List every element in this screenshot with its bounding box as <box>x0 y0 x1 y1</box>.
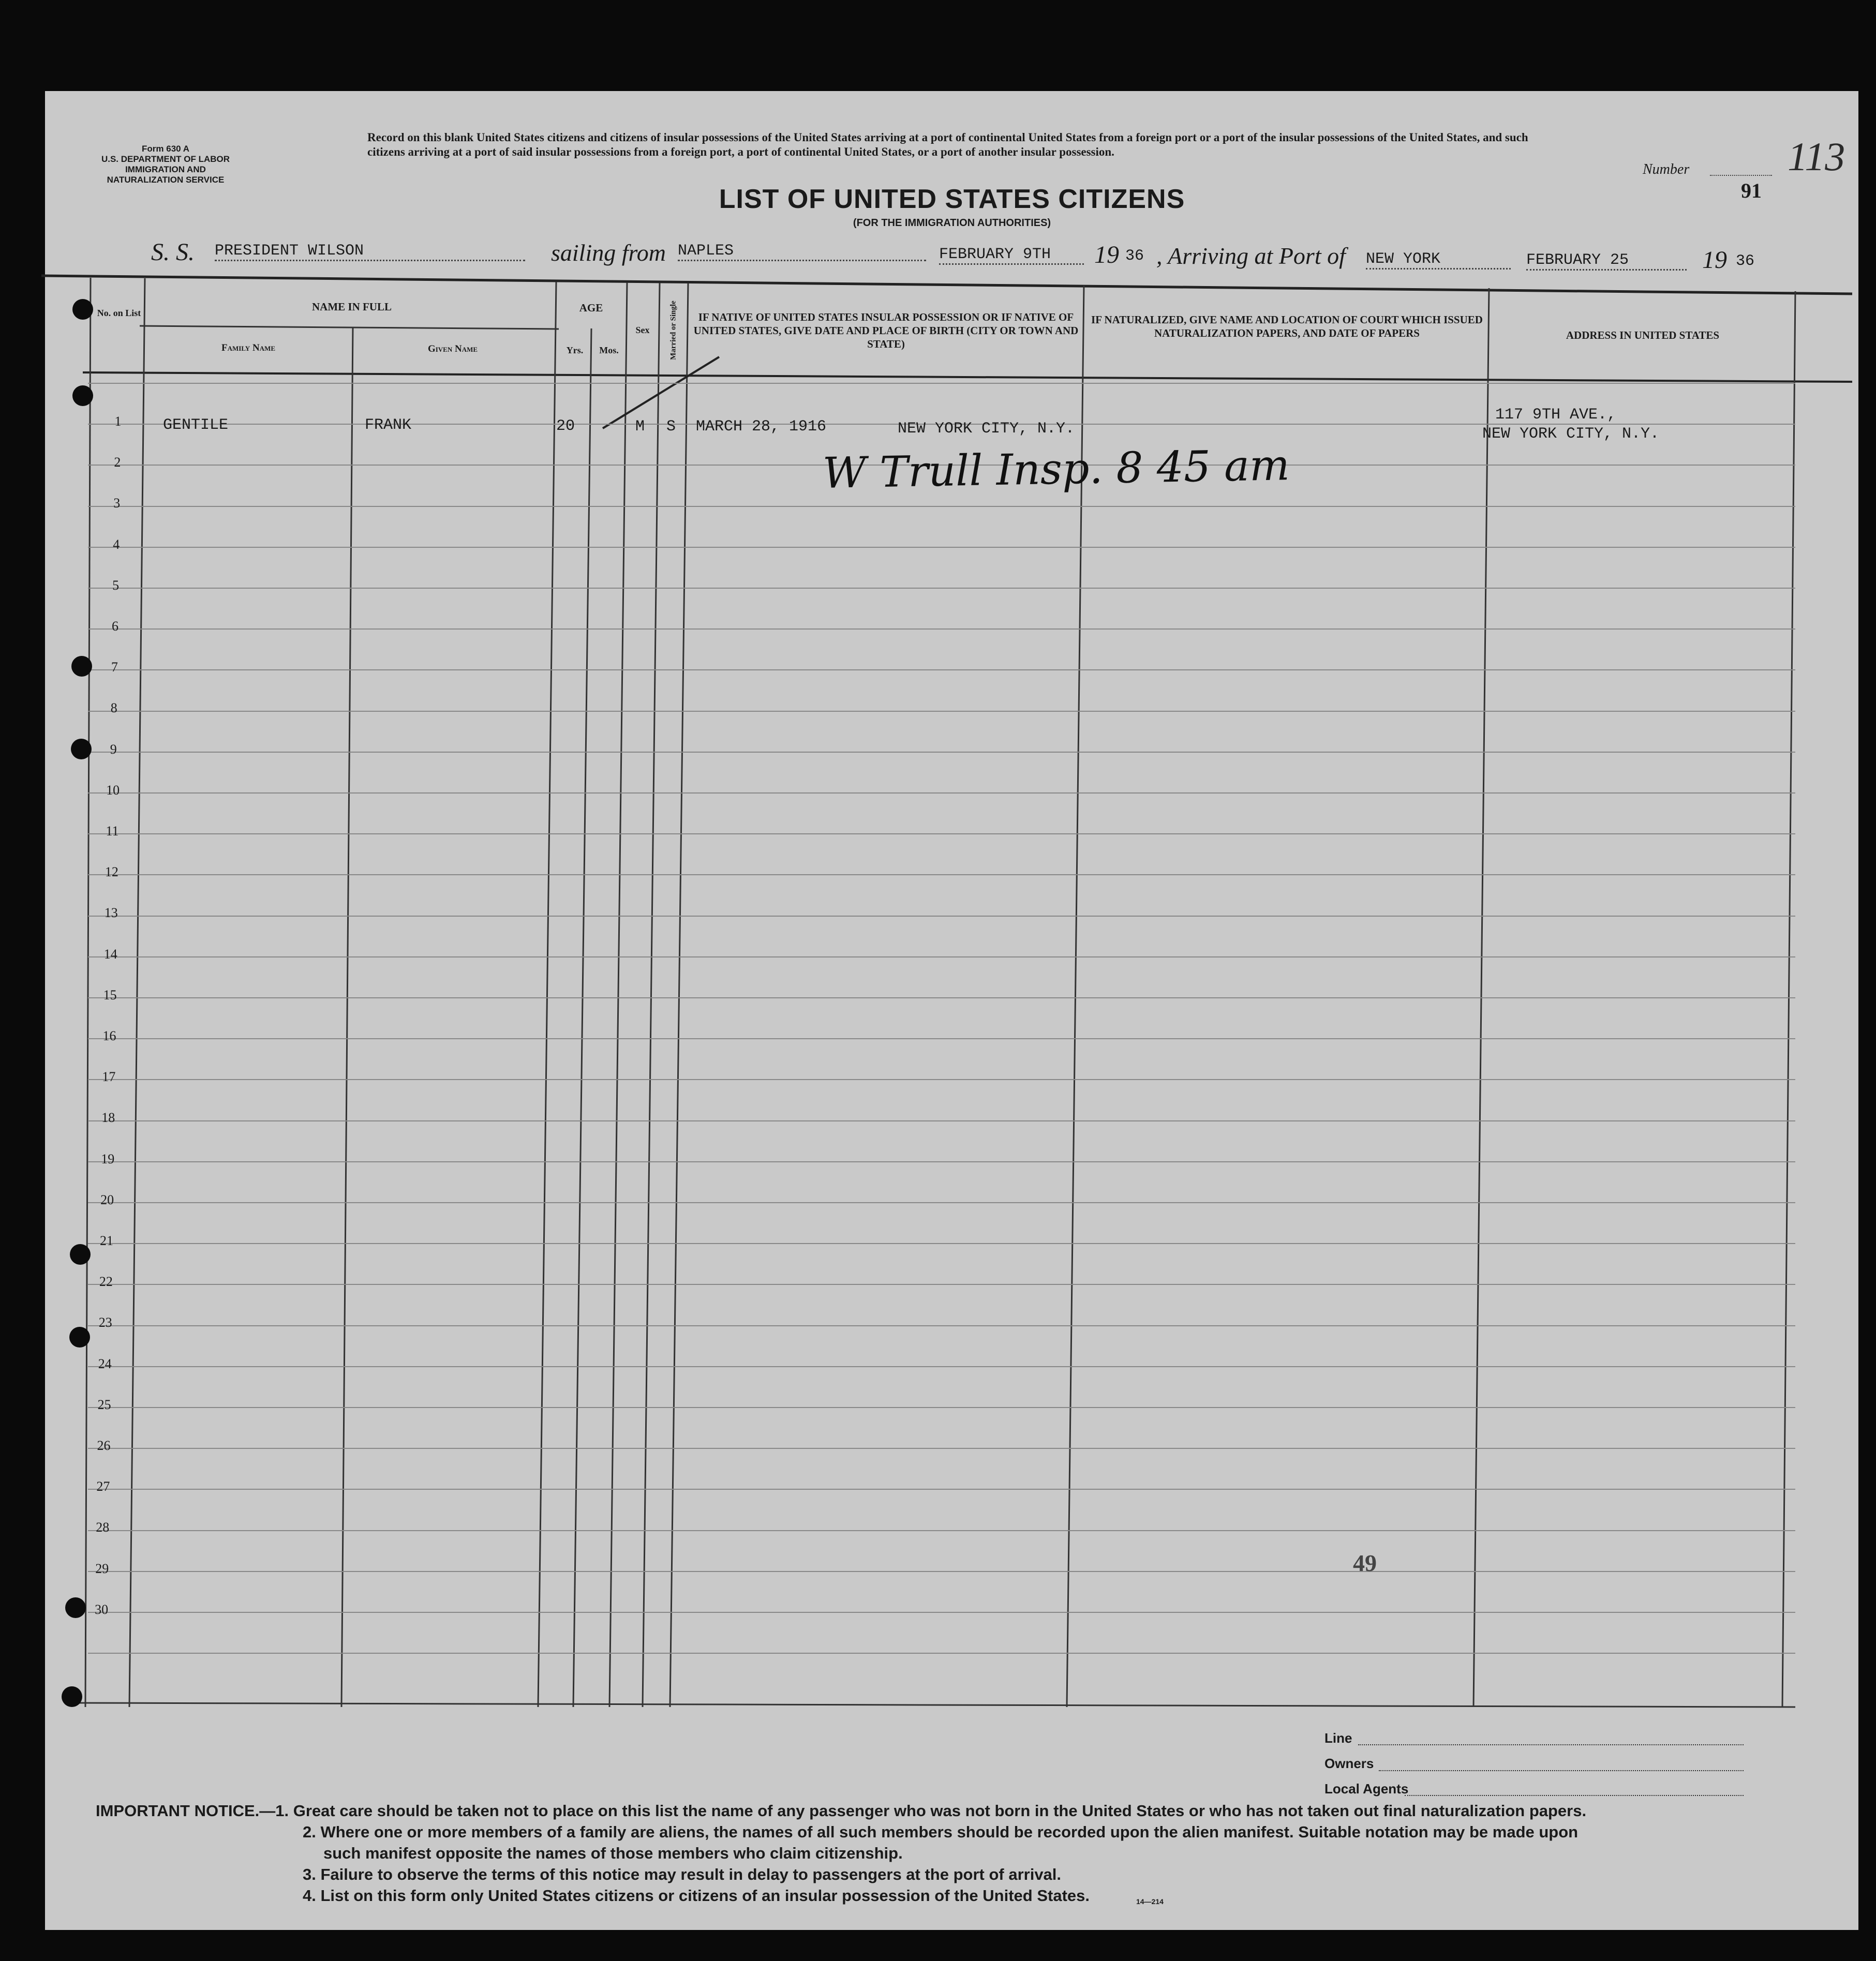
instructions-text: Record on this blank United States citizens and citizens of insular possessions of the United States arriving at a port of continental United States from a foreign port or a port of the insular possessions of the United States, and such citizens arriving at a port of said insular possessions from a foreign port, a port of continental United States, or a port of another insular possession. <box>367 131 1528 158</box>
arrival-date: FEBRUARY 25 <box>1526 251 1687 271</box>
header-age: AGE <box>579 302 603 314</box>
row-number: 7 <box>111 660 118 675</box>
binder-hole <box>69 1327 90 1348</box>
ruled-line <box>88 752 1795 753</box>
ruled-line <box>88 1530 1795 1531</box>
handwritten-number: 113 <box>1788 134 1845 179</box>
page-stamp: 49 <box>1353 1550 1377 1576</box>
departure-year-prefix: 19 <box>1094 241 1119 268</box>
entry-birth-date: MARCH 28, 1916 <box>696 418 827 436</box>
departure-year: 36 <box>1125 247 1144 265</box>
binder-hole <box>72 385 93 406</box>
sailing-from-label: sailing from <box>551 239 666 266</box>
line-label: Line <box>1324 1730 1352 1746</box>
row-number: 23 <box>98 1315 112 1330</box>
ruled-line <box>88 956 1795 957</box>
ruled-line <box>88 997 1795 998</box>
ruled-line <box>88 1038 1795 1039</box>
entry-marital-status: S <box>666 418 676 436</box>
header-yrs: Yrs. <box>566 345 584 355</box>
ruled-line <box>88 588 1795 589</box>
ruled-line <box>88 916 1795 917</box>
departure-port: NAPLES <box>678 242 926 261</box>
arriving-label: , Arriving at Port of <box>1156 243 1346 269</box>
notice-item-1: 1. Great care should be taken not to place on this list the name of any passenger who was not born in the United States or who has not taken out final naturalization papers. <box>275 1802 1587 1820</box>
row-number: 9 <box>110 742 117 757</box>
row-number: 15 <box>103 987 117 1002</box>
row-number: 5 <box>112 578 120 593</box>
row-number: 12 <box>105 864 118 879</box>
inspector-signature: W Trull Insp. 8 45 am <box>822 441 1290 498</box>
row-number: 17 <box>102 1069 116 1084</box>
entry-birth-place: NEW YORK CITY, N.Y. <box>898 420 1075 438</box>
ruled-line <box>88 1161 1795 1162</box>
ruled-line <box>88 711 1795 712</box>
ruled-line <box>88 1079 1795 1080</box>
ruled-line <box>88 1243 1795 1244</box>
row-number: 2 <box>114 455 121 470</box>
ruled-line <box>88 1448 1795 1449</box>
row-number: 30 <box>95 1602 109 1617</box>
print-code: 14—214 <box>1136 1897 1164 1906</box>
binder-hole <box>70 1244 91 1265</box>
entry-address-line-1: 117 9TH AVE., <box>1495 406 1617 424</box>
ruled-line <box>88 833 1795 834</box>
arrival-year: 36 <box>1736 252 1755 270</box>
service-line-1: IMMIGRATION AND <box>125 164 206 174</box>
row-number: 18 <box>101 1110 115 1125</box>
row-number: 24 <box>98 1356 112 1371</box>
entry-age-years: 20 <box>556 417 575 435</box>
binder-hole <box>65 1597 86 1618</box>
row-number: 20 <box>100 1192 114 1207</box>
notice-item-2a: 2. Where one or more members of a family are aliens, the names of all such members should be recorded upon the alien manifest. Suitable notation may be made upon <box>303 1823 1579 1841</box>
row-number: 28 <box>96 1520 110 1535</box>
owners-label: Owners <box>1324 1756 1374 1771</box>
important-notice <box>96 1800 1803 1912</box>
row-number: 26 <box>97 1438 111 1453</box>
row-number: 22 <box>99 1274 113 1289</box>
arrival-port: NEW YORK <box>1366 250 1511 270</box>
row-number: 4 <box>113 537 120 552</box>
ruled-line <box>88 1571 1795 1572</box>
stamped-number: 91 <box>1741 179 1762 202</box>
ruled-line <box>88 547 1795 548</box>
header-married-single: Married or Single <box>669 301 678 360</box>
form-number: Form 630 A <box>142 144 189 154</box>
number-label: Number <box>1643 161 1690 177</box>
header-address: ADDRESS IN UNITED STATES <box>1566 329 1720 341</box>
binder-hole <box>72 299 93 320</box>
row-number: 14 <box>103 947 117 962</box>
page-subtitle: (FOR THE IMMIGRATION AUTHORITIES) <box>853 217 1051 229</box>
entry-sex: M <box>635 418 645 436</box>
header-naturalized: IF NATURALIZED, GIVE NAME AND LOCATION OF COURT WHICH ISSUED NATURALIZATION PAPERS, AND DATE OF PAPERS <box>1091 313 1483 339</box>
departure-date: FEBRUARY 9TH <box>939 246 1084 265</box>
entry-address-line-2: NEW YORK CITY, N.Y. <box>1482 425 1660 443</box>
row-number: 13 <box>104 905 118 920</box>
line-field <box>1358 1744 1744 1745</box>
ruled-line <box>88 1653 1795 1654</box>
ruled-line <box>88 1202 1795 1203</box>
header-native: IF NATIVE OF UNITED STATES INSULAR POSSESSION OR IF NATIVE OF UNITED STATES, GIVE DATE AND PLACE OF BIRTH (CITY OR TOWN AND STATE) <box>693 311 1079 350</box>
row-number: 27 <box>96 1479 110 1494</box>
ruled-line <box>88 874 1795 875</box>
notice-item-4: 4. List on this form only United States citizens or citizens of an insular possession of the United States. <box>303 1887 1090 1905</box>
row-number: 8 <box>110 700 117 715</box>
local-agents-label: Local Agents <box>1324 1781 1409 1797</box>
arrival-year-prefix: 19 <box>1702 246 1727 274</box>
row-number: 29 <box>95 1561 109 1576</box>
entry-given-name: FRANK <box>365 416 412 434</box>
ruled-line <box>88 792 1795 794</box>
ruled-line <box>88 669 1795 670</box>
notice-heading: IMPORTANT NOTICE.— <box>96 1802 276 1820</box>
header-mos: Mos. <box>599 345 619 355</box>
binder-hole <box>71 739 92 759</box>
ruled-line <box>88 1407 1795 1408</box>
notice-item-2b: such manifest opposite the names of those members who claim citizenship. <box>323 1844 903 1862</box>
ruled-line <box>88 1612 1795 1613</box>
row-number: 1 <box>114 414 122 429</box>
header-sex: Sex <box>635 325 650 335</box>
ruled-line <box>88 1325 1795 1326</box>
row-number: 11 <box>106 824 119 839</box>
ruled-line <box>88 506 1795 507</box>
ruled-line <box>88 383 1795 384</box>
binder-hole <box>62 1686 82 1707</box>
row-number: 25 <box>97 1397 111 1412</box>
row-number: 19 <box>101 1151 115 1166</box>
row-number: 6 <box>112 619 118 634</box>
header-name-in-full: NAME IN FULL <box>311 301 392 313</box>
entry-family-name: GENTILE <box>163 416 229 434</box>
ss-label: S. S. <box>151 238 195 266</box>
binder-hole <box>71 656 92 677</box>
row-number: 21 <box>100 1233 113 1248</box>
page-title: LIST OF UNITED STATES CITIZENS <box>719 184 1185 214</box>
local-agents-field <box>1405 1795 1744 1796</box>
header-given-name: Given Name <box>427 343 478 354</box>
ruled-line <box>88 1284 1795 1285</box>
ruled-line <box>88 628 1795 630</box>
ruled-line <box>88 1120 1795 1121</box>
ship-name: PRESIDENT WILSON <box>215 242 525 261</box>
header-no-on-list: No. on List <box>97 308 141 318</box>
row-number: 10 <box>106 783 120 798</box>
service-line-2: NATURALIZATION SERVICE <box>107 175 225 185</box>
row-number: 3 <box>113 496 121 511</box>
ruled-line <box>88 1366 1795 1367</box>
row-number: 16 <box>102 1028 116 1043</box>
owners-field <box>1379 1770 1744 1771</box>
ruled-line <box>88 1489 1795 1490</box>
notice-item-3: 3. Failure to observe the terms of this notice may result in delay to passengers at the port of arrival. <box>303 1865 1062 1883</box>
department: U.S. DEPARTMENT OF LABOR <box>101 154 230 164</box>
header-family-name: Family Name <box>221 342 275 353</box>
